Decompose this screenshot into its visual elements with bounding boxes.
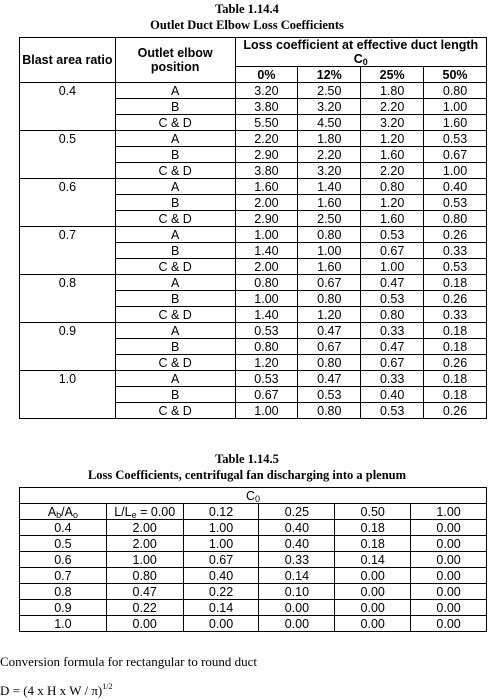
loss-coefficient-cell: 1.60	[361, 147, 424, 163]
area-ratio-cell: 0.5	[20, 536, 107, 552]
loss-coefficient-cell: 5.50	[235, 115, 298, 131]
coefficient-cell: 0.80	[106, 568, 183, 584]
loss-coefficient-cell: 1.00	[235, 403, 298, 419]
blast-area-ratio-cell	[20, 355, 116, 371]
outlet-position-cell: A	[115, 131, 235, 147]
table-row	[20, 616, 487, 632]
header-pct-0: 0%	[235, 67, 298, 83]
blast-area-ratio-cell	[20, 195, 116, 211]
area-ratio-b-sub: b	[56, 509, 62, 520]
table-row	[20, 600, 487, 616]
loss-coefficient-cell: 3.80	[235, 99, 298, 115]
loss-coefficient-cell: 0.26	[424, 227, 487, 243]
area-ratio-cell: 0.8	[20, 584, 107, 600]
table2-header-col: 0.12	[183, 504, 259, 520]
loss-coefficient-cell: 1.00	[235, 227, 298, 243]
loss-coefficient-cell: 0.18	[424, 371, 487, 387]
loss-coefficient-cell: 1.80	[361, 83, 424, 99]
loss-coefficient-cell: 2.20	[361, 163, 424, 179]
blast-area-ratio-cell	[20, 403, 116, 419]
outlet-position-cell: A	[115, 179, 235, 195]
table-row	[20, 355, 487, 371]
loss-coefficient-cell: 1.00	[361, 259, 424, 275]
loss-coefficient-cell: 1.20	[361, 131, 424, 147]
loss-coefficient-cell: 0.80	[361, 179, 424, 195]
loss-coefficient-cell: 0.53	[235, 323, 298, 339]
blast-area-ratio-cell: 0.5	[20, 131, 116, 147]
loss-coefficient-cell: 1.00	[235, 291, 298, 307]
loss-coefficient-cell: 2.90	[235, 147, 298, 163]
loss-coefficient-cell: 1.60	[361, 211, 424, 227]
coefficient-cell: 0.00	[411, 552, 487, 568]
loss-coefficient-cell: 0.40	[424, 179, 487, 195]
coefficient-cell: 0.33	[259, 552, 335, 568]
loss-coefficient-cell: 0.67	[361, 243, 424, 259]
coefficient-cell: 0.47	[106, 584, 183, 600]
outlet-position-cell: C & D	[115, 163, 235, 179]
coefficient-cell: 0.67	[183, 552, 259, 568]
table-row	[20, 536, 487, 552]
table-row	[20, 291, 487, 307]
coefficient-cell: 0.14	[183, 600, 259, 616]
length-ratio-value: = 0.00	[136, 504, 176, 519]
area-ratio-cell: 0.7	[20, 568, 107, 584]
coefficient-cell: 0.14	[259, 568, 335, 584]
loss-coefficient-cell: 1.40	[235, 243, 298, 259]
outlet-position-cell: C & D	[115, 403, 235, 419]
loss-coefficient-cell: 1.00	[298, 243, 361, 259]
table-row	[20, 83, 487, 99]
loss-coefficient-cell: 4.50	[298, 115, 361, 131]
loss-coefficient-cell: 0.80	[298, 403, 361, 419]
area-ratio-cell: 1.0	[20, 616, 107, 632]
loss-coefficient-cell: 3.20	[298, 163, 361, 179]
loss-coefficient-cell: 0.47	[298, 371, 361, 387]
coefficient-cell: 0.40	[259, 520, 335, 536]
coefficient-cell: 0.14	[335, 552, 411, 568]
blast-area-ratio-cell	[20, 291, 116, 307]
table2-c0-subscript: 0	[255, 493, 261, 504]
loss-coefficient-cell: 1.20	[361, 195, 424, 211]
table-row	[20, 211, 487, 227]
loss-coefficient-cell: 3.80	[235, 163, 298, 179]
loss-coefficient-cell: 1.80	[298, 131, 361, 147]
loss-coefficient-cell: 2.20	[361, 99, 424, 115]
table-row	[20, 147, 487, 163]
outlet-position-cell: B	[115, 339, 235, 355]
blast-area-ratio-cell	[20, 243, 116, 259]
loss-coefficient-cell: 0.53	[235, 371, 298, 387]
loss-coefficient-cell: 0.80	[298, 227, 361, 243]
loss-coefficient-cell: 0.18	[424, 323, 487, 339]
area-ratio-cell: 0.6	[20, 552, 107, 568]
outlet-position-cell: C & D	[115, 211, 235, 227]
loss-coefficient-cell: 0.67	[298, 339, 361, 355]
loss-coefficient-cell: 0.26	[424, 291, 487, 307]
coefficient-cell: 0.00	[411, 536, 487, 552]
blast-area-ratio-cell: 0.6	[20, 179, 116, 195]
outlet-position-cell: B	[115, 243, 235, 259]
loss-coefficient-cell: 2.20	[235, 131, 298, 147]
table2-header-area-ratio	[20, 504, 107, 520]
table-row	[20, 227, 487, 243]
coefficient-cell: 0.00	[411, 600, 487, 616]
coefficient-cell: 0.00	[335, 584, 411, 600]
loss-coefficient-cell: 1.60	[298, 195, 361, 211]
loss-coefficient-cell: 0.67	[235, 387, 298, 403]
loss-coefficient-cell: 0.53	[361, 227, 424, 243]
blast-area-ratio-cell	[20, 163, 116, 179]
coefficient-cell: 0.00	[183, 616, 259, 632]
table-row	[20, 243, 487, 259]
loss-coefficient-cell: 0.53	[298, 387, 361, 403]
loss-coefficient-cell: 2.20	[298, 147, 361, 163]
loss-coefficient-cell: 0.33	[361, 371, 424, 387]
loss-coefficient-cell: 0.18	[424, 387, 487, 403]
coefficient-cell: 0.00	[411, 568, 487, 584]
loss-coefficient-cell: 2.90	[235, 211, 298, 227]
header-pct-2: 25%	[361, 67, 424, 83]
table-row	[20, 307, 487, 323]
loss-coefficient-cell: 0.80	[298, 355, 361, 371]
loss-coefficient-cell: 1.00	[424, 163, 487, 179]
table2-header-col: 1.00	[411, 504, 487, 520]
blast-area-ratio-cell: 0.4	[20, 83, 116, 99]
loss-coefficient-cell: 1.60	[298, 259, 361, 275]
loss-coefficient-cell: 0.80	[424, 83, 487, 99]
loss-coefficient-cell: 1.40	[298, 179, 361, 195]
loss-coefficient-cell: 0.53	[424, 259, 487, 275]
formula-main: D = (4 x H x W / π)	[0, 683, 103, 698]
loss-coefficient-cell: 3.20	[361, 115, 424, 131]
coefficient-cell: 0.00	[335, 600, 411, 616]
loss-coefficient-cell: 0.80	[235, 339, 298, 355]
coefficient-cell: 0.00	[335, 568, 411, 584]
outlet-position-cell: B	[115, 99, 235, 115]
conversion-formula	[0, 683, 112, 699]
loss-coefficient-cell: 2.50	[298, 211, 361, 227]
area-ratio-cell: 0.9	[20, 600, 107, 616]
table-row	[20, 275, 487, 291]
loss-coefficient-cell: 0.47	[361, 339, 424, 355]
coefficient-cell: 2.00	[106, 536, 183, 552]
table-row	[20, 259, 487, 275]
area-ratio-a: A	[47, 504, 57, 519]
outlet-position-cell: C & D	[115, 307, 235, 323]
table-row	[20, 520, 487, 536]
coefficient-cell: 1.00	[183, 520, 259, 536]
table-row	[20, 115, 487, 131]
header-loss-coefficient-label: Loss coefficient at effective duct length	[243, 38, 479, 52]
area-ratio-slash-a: /A	[61, 504, 73, 519]
blast-area-ratio-cell: 0.7	[20, 227, 116, 243]
loss-coefficient-cell: 0.53	[361, 291, 424, 307]
loss-coefficient-cell: 0.53	[424, 131, 487, 147]
loss-coefficient-cell: 1.60	[235, 179, 298, 195]
coefficient-cell: 1.00	[183, 536, 259, 552]
outlet-position-cell: A	[115, 275, 235, 291]
loss-coefficient-cell: 0.67	[424, 147, 487, 163]
loss-coefficient-cell: 0.67	[298, 275, 361, 291]
blast-area-ratio-cell: 1.0	[20, 371, 116, 387]
blast-area-ratio-cell: 0.8	[20, 275, 116, 291]
loss-coefficient-cell: 0.40	[361, 387, 424, 403]
table2-title: Table 1.14.5	[215, 452, 279, 466]
loss-coefficient-cell: 0.18	[424, 275, 487, 291]
outlet-position-cell: B	[115, 291, 235, 307]
loss-coefficient-cell: 0.47	[361, 275, 424, 291]
coefficient-cell: 0.18	[335, 536, 411, 552]
outlet-position-cell: C & D	[115, 259, 235, 275]
table-row	[20, 323, 487, 339]
length-ratio-e-sub: e	[131, 509, 137, 520]
coefficient-cell: 0.22	[183, 584, 259, 600]
coefficient-cell: 1.00	[106, 552, 183, 568]
coefficient-cell: 0.40	[259, 536, 335, 552]
header-outlet-elbow-position: Outlet elbow position	[115, 38, 235, 83]
loss-coefficient-cell: 2.50	[298, 83, 361, 99]
table-row	[20, 387, 487, 403]
table-row	[20, 568, 487, 584]
table-row	[20, 179, 487, 195]
outlet-position-cell: A	[115, 83, 235, 99]
loss-coefficient-cell: 0.53	[424, 195, 487, 211]
loss-coefficient-cell: 0.80	[361, 307, 424, 323]
conversion-formula-text: Conversion formula for rectangular to round duct	[0, 654, 258, 669]
table2-header-col: 0.50	[335, 504, 411, 520]
blast-area-ratio-cell: 0.9	[20, 323, 116, 339]
loss-coefficient-cell: 0.33	[361, 323, 424, 339]
outlet-position-cell: A	[115, 323, 235, 339]
loss-coefficient-cell: 0.80	[424, 211, 487, 227]
header-pct-1: 12%	[298, 67, 361, 83]
loss-coefficient-cell: 1.20	[298, 307, 361, 323]
loss-coefficient-cell: 3.20	[235, 83, 298, 99]
coefficient-cell: 0.00	[335, 616, 411, 632]
outlet-position-cell: B	[115, 387, 235, 403]
table1-title: Table 1.14.4	[215, 2, 279, 16]
loss-coefficient-cell: 1.40	[235, 307, 298, 323]
outlet-position-cell: B	[115, 147, 235, 163]
table1-subtitle: Outlet Duct Elbow Loss Coefficients	[150, 18, 344, 32]
outlet-position-cell: C & D	[115, 115, 235, 131]
loss-coefficient-cell: 3.20	[298, 99, 361, 115]
loss-coefficient-cell: 2.00	[235, 195, 298, 211]
table2-subtitle: Loss Coefficients, centrifugal fan discharging into a plenum	[87, 468, 407, 482]
loss-coefficient-cell: 0.26	[424, 355, 487, 371]
loss-coefficient-cell: 0.53	[361, 403, 424, 419]
loss-coefficient-cell: 0.67	[361, 355, 424, 371]
blast-area-ratio-cell	[20, 387, 116, 403]
outlet-position-cell: B	[115, 195, 235, 211]
table2-header-length-ratio	[106, 504, 183, 520]
area-ratio-cell: 0.4	[20, 520, 107, 536]
coefficient-cell: 0.00	[411, 616, 487, 632]
coefficient-cell: 0.22	[106, 600, 183, 616]
table-row	[20, 195, 487, 211]
blast-area-ratio-cell	[20, 211, 116, 227]
outlet-position-cell: C & D	[115, 355, 235, 371]
coefficient-cell: 2.00	[106, 520, 183, 536]
coefficient-cell: 0.40	[183, 568, 259, 584]
table-row	[20, 403, 487, 419]
table2-header-c0	[20, 488, 487, 504]
loss-coefficient-cell: 0.18	[424, 339, 487, 355]
coefficient-cell: 0.00	[259, 600, 335, 616]
loss-coefficient-cell: 1.60	[424, 115, 487, 131]
header-c0-subscript: 0	[362, 57, 368, 67]
header-c0-symbol: C	[353, 52, 363, 66]
coefficient-cell: 0.10	[259, 584, 335, 600]
blast-area-ratio-cell	[20, 259, 116, 275]
loss-coefficient-cell: 0.26	[424, 403, 487, 419]
loss-coefficient-cell: 0.80	[298, 291, 361, 307]
loss-coefficient-cell: 1.00	[424, 99, 487, 115]
blast-area-ratio-cell	[20, 339, 116, 355]
coefficient-cell: 0.00	[411, 584, 487, 600]
loss-coefficient-cell: 0.33	[424, 243, 487, 259]
table-row	[20, 163, 487, 179]
coefficient-cell: 0.00	[106, 616, 183, 632]
table-row	[20, 339, 487, 355]
table-row	[20, 584, 487, 600]
blast-area-ratio-cell	[20, 99, 116, 115]
table-row	[20, 552, 487, 568]
table-row	[20, 131, 487, 147]
loss-coefficient-cell: 1.20	[235, 355, 298, 371]
coefficient-cell: 0.00	[259, 616, 335, 632]
outlet-position-cell: A	[115, 227, 235, 243]
length-ratio-l: L/L	[114, 504, 132, 519]
table2-c0-symbol: C	[245, 488, 255, 503]
coefficient-cell: 0.00	[411, 520, 487, 536]
header-blast-area-ratio: Blast area ratio	[20, 38, 116, 83]
table-row	[20, 99, 487, 115]
table-row	[20, 371, 487, 387]
header-loss-coefficient	[235, 38, 486, 67]
blast-area-ratio-cell	[20, 147, 116, 163]
blast-area-ratio-cell	[20, 307, 116, 323]
loss-coefficient-cell: 0.33	[424, 307, 487, 323]
coefficient-cell: 0.18	[335, 520, 411, 536]
table2-header-col: 0.25	[259, 504, 335, 520]
outlet-duct-elbow-table	[19, 37, 487, 419]
blast-area-ratio-cell	[20, 115, 116, 131]
formula-exponent: 1/2	[102, 682, 113, 691]
fan-plenum-loss-table	[19, 487, 487, 632]
header-pct-3: 50%	[424, 67, 487, 83]
outlet-position-cell: A	[115, 371, 235, 387]
loss-coefficient-cell: 2.00	[235, 259, 298, 275]
loss-coefficient-cell: 0.80	[235, 275, 298, 291]
loss-coefficient-cell: 0.47	[298, 323, 361, 339]
area-ratio-o-sub: o	[72, 509, 78, 520]
